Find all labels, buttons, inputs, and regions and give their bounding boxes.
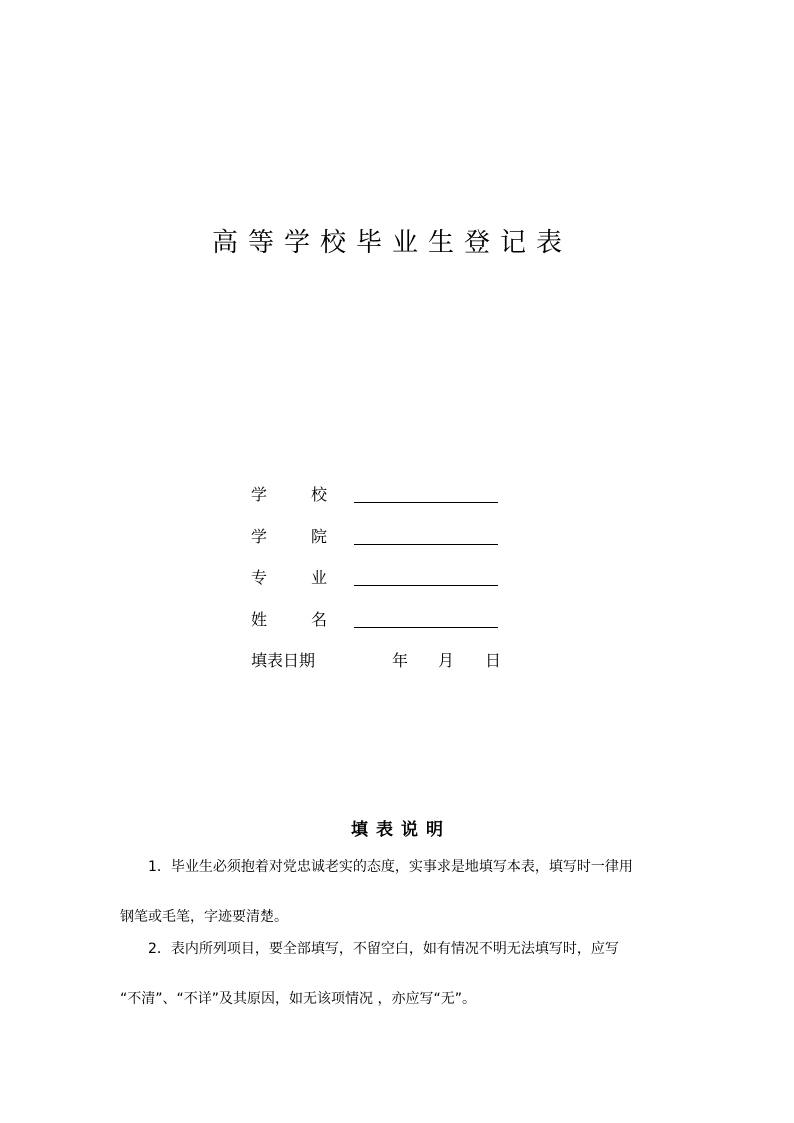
field-name-label: 姓名 <box>251 610 327 629</box>
field-school-label: 学校 <box>251 485 327 504</box>
date-day: 日 <box>485 651 502 670</box>
field-major-line[interactable] <box>354 585 498 586</box>
form-title: 高等学校毕业生登记表 <box>211 228 572 258</box>
field-college-label: 学院 <box>251 527 327 546</box>
date-month: 月 <box>438 651 455 670</box>
instruction-item-1-line1: 1．毕业生必须抱着对党忠诚老实的态度，实事求是地填写本表，填写时一律用 <box>148 859 633 875</box>
field-major-label: 专业 <box>251 568 327 587</box>
field-school-line[interactable] <box>354 502 498 503</box>
instruction-item-1-line2: 钢笔或毛笔，字迹要清楚。 <box>120 909 288 925</box>
fill-date-label: 填表日期 <box>251 651 316 670</box>
instructions-title: 填表说明 <box>351 820 451 840</box>
instruction-item-2-line1: 2．表内所列项目，要全部填写，不留空白，如有情况不明无法填写时，应写 <box>148 941 619 957</box>
instruction-item-2 <box>120 924 680 1024</box>
field-name-line[interactable] <box>354 627 498 628</box>
field-college-line[interactable] <box>354 544 498 545</box>
instruction-item-2-line2: “不清”、“不详”及其原因，如无该项情况 ，亦应写“无”。 <box>120 991 476 1007</box>
date-year: 年 <box>392 651 409 670</box>
